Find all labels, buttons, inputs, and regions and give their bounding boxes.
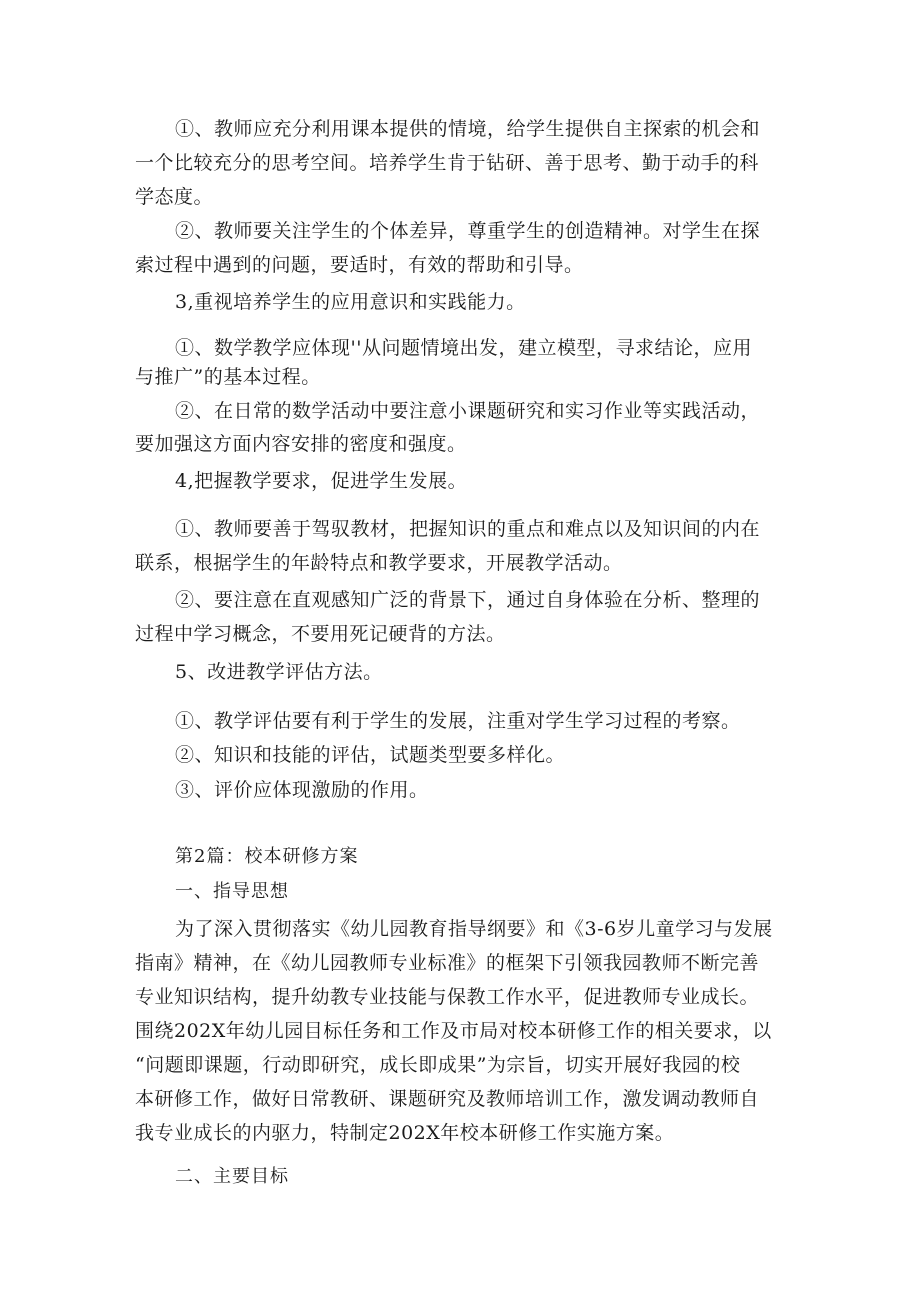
paragraph-line: 过程中学习概念，不要用死记硬背的方法。 (135, 623, 506, 645)
list-item: ①、教学评估要有利于学生的发展，注重对学生学习过程的考察。 (175, 710, 741, 732)
paragraph-line: 为了深入贯彻落实《幼儿园教育指导纲要》和《3-6岁儿童学习与发展 (175, 918, 773, 940)
paragraph-line: ②、在日常的数学活动中要注意小课题研究和实习作业等实践活动， (175, 400, 761, 422)
paragraph-line: ②、要注意在直观感知广泛的背景下，通过自身体验在分析、整理的 (175, 589, 761, 611)
section-heading: 二、主要目标 (175, 1166, 289, 1187)
paragraph-line: 与推广”的基本过程。 (135, 366, 321, 388)
paragraph-line: ①、教师应充分利用课本提供的情境，给学生提供自主探索的机会和 (175, 118, 761, 140)
article-title: 第2篇：校本研修方案 (175, 846, 359, 867)
section-heading: 5、改进教学评估方法。 (175, 661, 383, 683)
paragraph-line: ②、教师要关注学生的个体差异，尊重学生的创造精神。对学生在探 (175, 220, 761, 242)
paragraph-line: 指南》精神，在《幼儿园教师专业标准》的框架下引领我园教师不断完善 (135, 952, 760, 974)
paragraph-line: ①、数学教学应体现''从问题情境出发，建立模型，寻求结论，应用 (175, 337, 752, 359)
paragraph-line: 我专业成长的内驱力，特制定202X年校本研修工作实施方案。 (135, 1122, 675, 1144)
list-item: ③、评价应体现激励的作用。 (175, 779, 429, 801)
list-item: ②、知识和技能的评估，试题类型要多样化。 (175, 744, 566, 766)
section-heading: 一、指导思想 (175, 881, 289, 902)
paragraph-line: 围绕202X年幼儿园目标任务和工作及市局对校本研修工作的相关要求，以 (135, 1020, 772, 1042)
paragraph-line: 学态度。 (135, 186, 214, 208)
paragraph-line: ①、教师要善于驾驭教材，把握知识的重点和难点以及知识间的内在 (175, 518, 761, 540)
section-heading: 4,把握教学要求，促进学生发展。 (175, 470, 468, 492)
paragraph-line: 专业知识结构，提升幼教专业技能与保教工作水平，促进教师专业成长。 (135, 986, 760, 1008)
paragraph-line: 要加强这方面内容安排的密度和强度。 (135, 433, 467, 455)
paragraph-line: 联系，根据学生的年龄特点和教学要求，开展教学活动。 (135, 552, 623, 574)
paragraph-line: 本研修工作，做好日常教研、课题研究及教师培训工作，激发调动教师自 (135, 1088, 760, 1110)
paragraph-line: “问题即课题，行动即研究，成长即成果”为宗旨，切实开展好我园的校 (135, 1054, 741, 1076)
section-heading: 3,重视培养学生的应用意识和实践能力。 (175, 291, 526, 313)
paragraph-line: 索过程中遇到的问题，要适时，有效的帮助和引导。 (135, 254, 584, 276)
paragraph-line: 一个比较充分的思考空间。培养学生肯于钻研、善于思考、勤于动手的科 (135, 152, 760, 174)
